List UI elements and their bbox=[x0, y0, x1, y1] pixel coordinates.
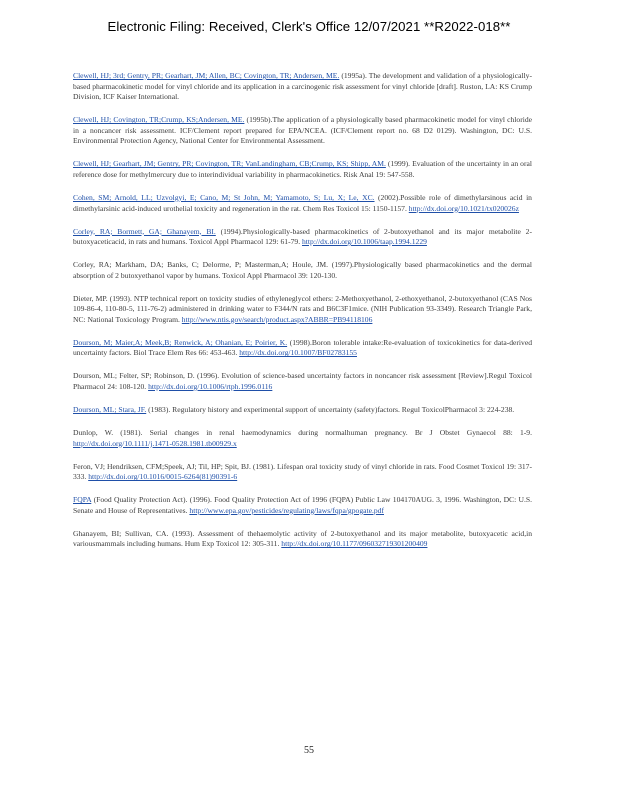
reference-entry bbox=[73, 71, 532, 103]
reference-authors-link[interactable]: Dourson, ML; Stara, JF. bbox=[73, 404, 147, 414]
reference-authors-link[interactable]: Clewell, HJ; Covington, TR;Crump, KS;Andersen, ME. bbox=[73, 115, 245, 125]
reference-text: (1995a). The development and validation of a physiologically-based pharmacokinetic model for vinyl chloride and its application in a carcinogenic risk assessment for vinyl chloride [draft]. Ruston, LA: KS Crump Division, ICF Kaiser International. bbox=[73, 71, 533, 102]
page-number: 55 bbox=[304, 745, 314, 756]
reference-entry bbox=[73, 294, 532, 326]
reference-text: Corley, RA; Markham, DA; Banks, C; Delorme, P; Masterman,A; Houle, JM. (1997).Physiologically based pharmacokinetics and the dermal absorption of 2 butoxyethanol vapor by humans. Toxicol Appl Pharmacol 39: 120-130. bbox=[73, 260, 532, 280]
reference-url-link[interactable]: http://dx.doi.org/10.1111/j.1471-0528.1981.tb00929.x bbox=[73, 438, 237, 448]
filing-header: Electronic Filing: Received, Clerk's Office 12/07/2021 **R2022-018** bbox=[107, 19, 511, 34]
reference-url-link[interactable]: http://www.epa.gov/pesticides/regulating/laws/fqpa/gpogate.pdf bbox=[189, 505, 384, 515]
reference-entry bbox=[73, 227, 532, 248]
reference-url-link[interactable]: http://dx.doi.org/10.1006/rtph.1996.0116 bbox=[148, 382, 273, 391]
reference-text: (1995b).The application of a physiologically based pharmacokinetic model for vinyl chloride in a noncancer risk assessment. ICF/Clement report prepared for EPA/NCEA. (ICF/Clement report no. 68 D2 0129). Washington, DC: U.S. Environmental Protection Agency, National Center for Environmental Assessment. bbox=[73, 115, 532, 146]
reference-url-link[interactable]: http://dx.doi.org/10.1007/BF02783155 bbox=[239, 348, 357, 358]
reference-entry bbox=[73, 371, 532, 392]
reference-entry bbox=[73, 159, 532, 180]
reference-entry bbox=[73, 405, 532, 416]
reference-authors-link[interactable]: Dourson, M; Maier,A; Meek,B; Renwick, A; Ohanian, E; Poirier, K. bbox=[73, 337, 288, 347]
reference-text: Dunlop, W. (1981). Serial changes in renal haemodynamics during normalhuman pregnancy. Br J Obstet Gynaecol 88: 1-9. bbox=[73, 427, 532, 437]
reference-text: (1994).Physiologically-based pharmacokinetics of 2-butoxyethanol and its major metabolite 2-butoxyaceticacid, in rats and humans. Toxicol Appl Pharmacol 129: 61-79. bbox=[73, 226, 532, 247]
reference-url-link[interactable]: http://dx.doi.org/10.1016/0015-6264(81)90391-6 bbox=[88, 472, 238, 482]
reference-entry bbox=[73, 115, 532, 147]
reference-entry bbox=[73, 462, 532, 483]
reference-list bbox=[73, 71, 532, 562]
reference-entry bbox=[73, 338, 532, 359]
reference-text: (1999). Evaluation of the uncertainty in an oral reference dose for methylmercury due to interindividual variability in pharmacokinetics. Risk Anal 19: 547-558. bbox=[73, 159, 532, 179]
reference-entry bbox=[73, 193, 532, 214]
reference-authors-link[interactable]: Corley, RA; Bormett, GA; Ghanayem, BI. bbox=[73, 226, 216, 236]
reference-entry bbox=[73, 428, 532, 449]
reference-text: (1998).Boron tolerable intake:Re-evaluation of toxicokinetics for data-derived uncertainty factors. Biol Trace Elem Res 66: 453-463. bbox=[73, 337, 532, 358]
reference-url-link[interactable]: http://www.ntis.gov/search/product.aspx?ABBR=PB94118106 bbox=[181, 314, 373, 324]
reference-authors-link[interactable]: Clewell, HJ; Gearhart, JM; Gentry, PR; Covington, TR; VanLandingham, CB;Crump, KS; Shipp, AM. bbox=[73, 159, 386, 169]
reference-text: Feron, VJ; Hendriksen, CFM;Speek, AJ; Til, HP; Spit, BJ. (1981). Lifespan oral toxicity study of vinyl chloride in rats. Food Cosmet Toxicol 19: 317-333. bbox=[73, 461, 532, 482]
reference-entry bbox=[73, 495, 532, 516]
reference-url-link[interactable]: http://dx.doi.org/10.1177/096032719301200409 bbox=[281, 539, 428, 549]
reference-text: (Food Quality Protection Act). (1996). Food Quality Protection Act of 1996 (FQPA) Public Law 104170AUG. 3, 1996. Washington, DC: U.S. Senate and House of Representatives. bbox=[73, 495, 532, 515]
reference-url-link[interactable]: http://dx.doi.org/10.1006/taap.1994.1229 bbox=[302, 237, 427, 247]
reference-authors-link[interactable]: Clewell, HJ; 3rd; Gentry, PR; Gearhart, JM; Allen, BC; Covington, TR; Andersen, ME. bbox=[73, 71, 340, 80]
reference-text: Dourson, ML; Felter, SP; Robinson, D. (1996). Evolution of science-based uncertainty factors in noncancer risk assessment [Review].Regul Toxicol Pharmacol 24: 108-120. bbox=[73, 371, 532, 391]
reference-text: Ghanayem, BI; Sullivan, CA. (1993). Assessment of thehaemolytic activity of 2-butoxyethanol and its major metabolite, butoxyacetic acid,in variousmammals including humans. Hum Exp Toxicol 12: 305-311. bbox=[73, 528, 532, 549]
reference-entry bbox=[73, 529, 532, 550]
reference-text: Dieter, MP. (1993). NTP technical report on toxicity studies of ethyleneglycol ethers: 2-Methoxyethanol, 2-ethoxyethanol, 2-butoxyethanol (CAS Nos 109-86-4, 110-80-5, 111-76-2) administered in drinking water to F344/N rats and B6C3F1mice. (NIH Publication 93-3349). Research Triangle Park, NC: National Toxicology Program. bbox=[73, 293, 532, 324]
reference-entry bbox=[73, 260, 532, 281]
reference-authors-link[interactable]: FQPA bbox=[73, 495, 92, 505]
reference-text: (2002).Possible role of dimethylarsinous acid in dimethylarsinic acid-induced urothelial toxicity and regeneration in the rat. Chem Res Toxicol 15: 1150-1157. bbox=[73, 192, 532, 213]
reference-text: (1983). Regulatory history and experimental support of uncertainty (safety)factors. Regul ToxicolPharmacol 3: 224-238. bbox=[146, 404, 515, 414]
reference-url-link[interactable]: http://dx.doi.org/10.1021/tx020026z bbox=[408, 203, 519, 213]
reference-authors-link[interactable]: Cohen, SM; Arnold, LL; Uzvolgyi, E; Cano, M; St John, M; Yamamoto, S; Lu, X; Le, XC. bbox=[73, 192, 375, 202]
